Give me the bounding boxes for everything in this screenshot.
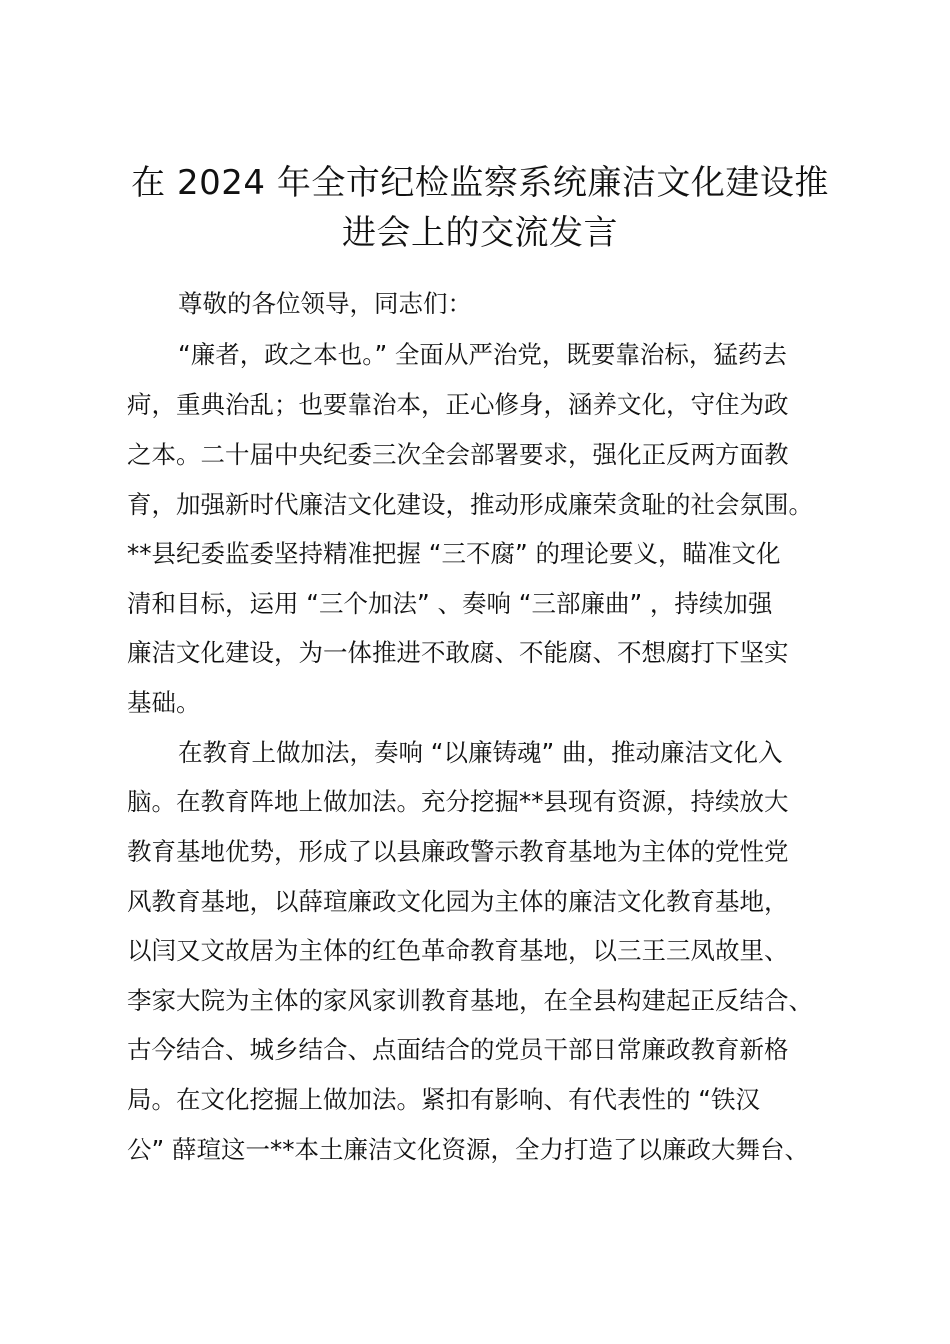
paragraph-1-line: **县纪委监委坚持精准把握 “三不腐” 的理论要义，瞄准文化 (127, 539, 781, 568)
paragraph-1-line: 疴，重典治乱；也要靠治本，正心修身，涵养文化，守住为政 (127, 390, 789, 419)
document-title-line-2: 进会上的交流发言 (342, 213, 618, 253)
paragraph-2-line: 局。在文化挖掘上做加法。紧扣有影响、有代表性的 “铁汉 (127, 1085, 760, 1114)
paragraph-2-line: 古今结合、城乡结合、点面结合的党员干部日常廉政教育新格 (127, 1035, 789, 1064)
paragraph-2-line: 教育基地优势，形成了以县廉政警示教育基地为主体的党性党 (127, 837, 789, 866)
paragraph-1-line: 廉洁文化建设，为一体推进不敢腐、不能腐、不想腐打下坚实 (127, 638, 789, 667)
paragraph-1-line: 育，加强新时代廉洁文化建设，推动形成廉荣贪耻的社会氛围。 (127, 490, 813, 519)
document-title-line-1: 在 2024 年全市纪检监察系统廉洁文化建设推 (131, 163, 829, 203)
paragraph-1-line: 基础。 (127, 688, 201, 717)
paragraph-1-line: 之本。二十届中央纪委三次全会部署要求，强化正反两方面教 (127, 440, 789, 469)
salutation: 尊敬的各位领导，同志们： (178, 289, 472, 318)
paragraph-1-line: 清和目标，运用 “三个加法” 、奏响 “三部廉曲” ，持续加强 (127, 589, 773, 618)
paragraph-2-line: 脑。在教育阵地上做加法。充分挖掘**县现有资源，持续放大 (127, 787, 789, 816)
paragraph-2-line: 公” 薛瑄这一**本土廉洁文化资源，全力打造了以廉政大舞台、 (127, 1135, 809, 1164)
paragraph-2-line: 在教育上做加法，奏响 “以廉铸魂” 曲，推动廉洁文化入 (178, 738, 783, 767)
paragraph-2-line: 以闫又文故居为主体的红色革命教育基地，以三王三凤故里、 (127, 936, 789, 965)
paragraph-1-line: “廉者，政之本也。” 全面从严治党，既要靠治标，猛药去 (178, 340, 787, 369)
paragraph-2-line: 风教育基地，以薛瑄廉政文化园为主体的廉洁文化教育基地， (127, 887, 789, 916)
paragraph-2-line: 李家大院为主体的家风家训教育基地，在全县构建起正反结合、 (127, 986, 813, 1015)
